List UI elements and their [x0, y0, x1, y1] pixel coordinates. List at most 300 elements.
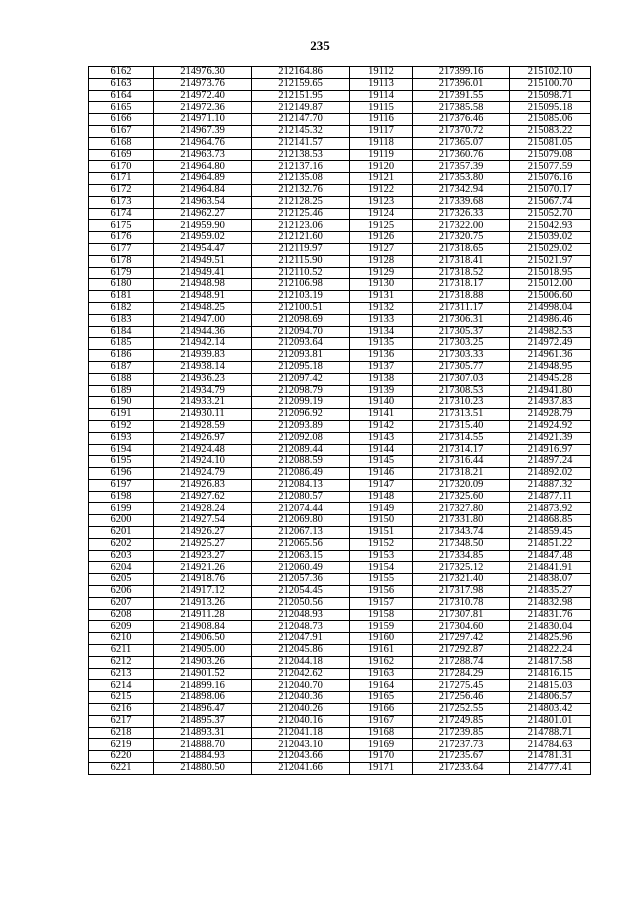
y-coordinate-right-cell: 214877.11: [510, 491, 591, 503]
table-row: [89, 668, 591, 680]
x-coordinate-left-cell: 214964.76: [154, 137, 252, 149]
x-coordinate-left-cell: 214917.12: [154, 586, 252, 598]
y-coordinate-left-cell: 212147.70: [252, 114, 350, 126]
x-coordinate-right-cell: 217303.33: [413, 350, 510, 362]
y-coordinate-left-cell: 212041.66: [252, 763, 350, 775]
x-coordinate-left-cell: 214964.80: [154, 161, 252, 173]
y-coordinate-right-cell: 214921.39: [510, 432, 591, 444]
point-number-right-cell: 19157: [350, 597, 413, 609]
y-coordinate-left-cell: 212040.16: [252, 715, 350, 727]
y-coordinate-right-cell: 214777.41: [510, 763, 591, 775]
x-coordinate-left-cell: 214971.10: [154, 114, 252, 126]
point-number-right-cell: 19163: [350, 668, 413, 680]
y-coordinate-left-cell: 212141.57: [252, 137, 350, 149]
y-coordinate-right-cell: 215006.60: [510, 291, 591, 303]
point-number-left-cell: 6179: [89, 267, 154, 279]
point-number-right-cell: 19164: [350, 680, 413, 692]
x-coordinate-left-cell: 214905.00: [154, 645, 252, 657]
point-number-left-cell: 6220: [89, 751, 154, 763]
y-coordinate-right-cell: 214887.32: [510, 479, 591, 491]
y-coordinate-right-cell: 214986.46: [510, 314, 591, 326]
point-number-right-cell: 19122: [350, 184, 413, 196]
point-number-right-cell: 19150: [350, 515, 413, 527]
x-coordinate-right-cell: 217320.09: [413, 479, 510, 491]
y-coordinate-left-cell: 212159.65: [252, 78, 350, 90]
y-coordinate-right-cell: 214803.42: [510, 704, 591, 716]
table-row: [89, 232, 591, 244]
y-coordinate-left-cell: 212149.87: [252, 102, 350, 114]
table-row: [89, 633, 591, 645]
table-row: [89, 645, 591, 657]
point-number-right-cell: 19136: [350, 350, 413, 362]
point-number-left-cell: 6210: [89, 633, 154, 645]
y-coordinate-right-cell: 214972.49: [510, 338, 591, 350]
y-coordinate-right-cell: 215039.02: [510, 232, 591, 244]
table-row: [89, 715, 591, 727]
point-number-left-cell: 6162: [89, 67, 154, 79]
x-coordinate-right-cell: 217317.98: [413, 586, 510, 598]
table-row: [89, 279, 591, 291]
x-coordinate-left-cell: 214926.83: [154, 479, 252, 491]
point-number-right-cell: 19159: [350, 621, 413, 633]
point-number-right-cell: 19112: [350, 67, 413, 79]
y-coordinate-left-cell: 212145.32: [252, 125, 350, 137]
table-row: [89, 456, 591, 468]
x-coordinate-left-cell: 214921.26: [154, 562, 252, 574]
point-number-left-cell: 6219: [89, 739, 154, 751]
y-coordinate-left-cell: 212086.49: [252, 468, 350, 480]
table-row: [89, 656, 591, 668]
table-row: [89, 326, 591, 338]
x-coordinate-left-cell: 214911.28: [154, 609, 252, 621]
point-number-right-cell: 19138: [350, 373, 413, 385]
x-coordinate-right-cell: 217233.64: [413, 763, 510, 775]
point-number-left-cell: 6175: [89, 220, 154, 232]
point-number-left-cell: 6187: [89, 361, 154, 373]
y-coordinate-left-cell: 212041.18: [252, 727, 350, 739]
point-number-left-cell: 6182: [89, 302, 154, 314]
y-coordinate-left-cell: 212047.91: [252, 633, 350, 645]
x-coordinate-left-cell: 214924.10: [154, 456, 252, 468]
point-number-right-cell: 19171: [350, 763, 413, 775]
y-coordinate-left-cell: 212096.92: [252, 409, 350, 421]
table-row: [89, 420, 591, 432]
y-coordinate-right-cell: 214815.03: [510, 680, 591, 692]
x-coordinate-right-cell: 217318.65: [413, 243, 510, 255]
y-coordinate-right-cell: 214832.98: [510, 597, 591, 609]
x-coordinate-left-cell: 214880.50: [154, 763, 252, 775]
x-coordinate-right-cell: 217325.60: [413, 491, 510, 503]
x-coordinate-left-cell: 214967.39: [154, 125, 252, 137]
y-coordinate-left-cell: 212164.86: [252, 67, 350, 79]
point-number-left-cell: 6221: [89, 763, 154, 775]
table-row: [89, 409, 591, 421]
point-number-right-cell: 19152: [350, 538, 413, 550]
x-coordinate-right-cell: 217297.42: [413, 633, 510, 645]
y-coordinate-right-cell: 214948.95: [510, 361, 591, 373]
point-number-left-cell: 6173: [89, 196, 154, 208]
table-row: [89, 479, 591, 491]
point-number-left-cell: 6176: [89, 232, 154, 244]
y-coordinate-right-cell: 214928.79: [510, 409, 591, 421]
y-coordinate-left-cell: 212103.19: [252, 291, 350, 303]
point-number-right-cell: 19134: [350, 326, 413, 338]
y-coordinate-left-cell: 212110.52: [252, 267, 350, 279]
point-number-left-cell: 6217: [89, 715, 154, 727]
y-coordinate-left-cell: 212099.19: [252, 397, 350, 409]
x-coordinate-right-cell: 217365.07: [413, 137, 510, 149]
point-number-right-cell: 19116: [350, 114, 413, 126]
y-coordinate-right-cell: 215029.02: [510, 243, 591, 255]
y-coordinate-right-cell: 214838.07: [510, 574, 591, 586]
y-coordinate-left-cell: 212132.76: [252, 184, 350, 196]
x-coordinate-left-cell: 214963.73: [154, 149, 252, 161]
x-coordinate-left-cell: 214923.27: [154, 550, 252, 562]
table-row: [89, 503, 591, 515]
y-coordinate-left-cell: 212098.69: [252, 314, 350, 326]
point-number-right-cell: 19131: [350, 291, 413, 303]
point-number-right-cell: 19119: [350, 149, 413, 161]
y-coordinate-right-cell: 215081.05: [510, 137, 591, 149]
table-row: [89, 137, 591, 149]
point-number-right-cell: 19115: [350, 102, 413, 114]
table-row: [89, 196, 591, 208]
point-number-left-cell: 6216: [89, 704, 154, 716]
x-coordinate-left-cell: 214906.50: [154, 633, 252, 645]
point-number-left-cell: 6165: [89, 102, 154, 114]
x-coordinate-right-cell: 217318.21: [413, 468, 510, 480]
y-coordinate-left-cell: 212084.13: [252, 479, 350, 491]
x-coordinate-left-cell: 214899.16: [154, 680, 252, 692]
y-coordinate-left-cell: 212093.81: [252, 350, 350, 362]
x-coordinate-right-cell: 217288.74: [413, 656, 510, 668]
point-number-right-cell: 19145: [350, 456, 413, 468]
point-number-left-cell: 6167: [89, 125, 154, 137]
x-coordinate-left-cell: 214973.76: [154, 78, 252, 90]
y-coordinate-left-cell: 212115.90: [252, 255, 350, 267]
table-row: [89, 586, 591, 598]
y-coordinate-right-cell: 214822.24: [510, 645, 591, 657]
point-number-left-cell: 6203: [89, 550, 154, 562]
x-coordinate-right-cell: 217306.31: [413, 314, 510, 326]
x-coordinate-right-cell: 217385.58: [413, 102, 510, 114]
y-coordinate-right-cell: 215085.06: [510, 114, 591, 126]
y-coordinate-left-cell: 212074.44: [252, 503, 350, 515]
point-number-left-cell: 6172: [89, 184, 154, 196]
point-number-right-cell: 19155: [350, 574, 413, 586]
x-coordinate-right-cell: 217303.25: [413, 338, 510, 350]
point-number-right-cell: 19120: [350, 161, 413, 173]
y-coordinate-right-cell: 214982.53: [510, 326, 591, 338]
table-row: [89, 680, 591, 692]
x-coordinate-right-cell: 217292.87: [413, 645, 510, 657]
y-coordinate-left-cell: 212097.42: [252, 373, 350, 385]
point-number-right-cell: 19130: [350, 279, 413, 291]
x-coordinate-left-cell: 214901.52: [154, 668, 252, 680]
table-row: [89, 597, 591, 609]
y-coordinate-left-cell: 212094.70: [252, 326, 350, 338]
y-coordinate-right-cell: 215095.18: [510, 102, 591, 114]
table-row: [89, 373, 591, 385]
point-number-right-cell: 19165: [350, 692, 413, 704]
x-coordinate-left-cell: 214948.25: [154, 302, 252, 314]
table-row: [89, 609, 591, 621]
x-coordinate-left-cell: 214954.47: [154, 243, 252, 255]
point-number-right-cell: 19160: [350, 633, 413, 645]
y-coordinate-right-cell: 214781.31: [510, 751, 591, 763]
y-coordinate-right-cell: 214916.97: [510, 444, 591, 456]
point-number-right-cell: 19166: [350, 704, 413, 716]
y-coordinate-left-cell: 212054.45: [252, 586, 350, 598]
x-coordinate-right-cell: 217396.01: [413, 78, 510, 90]
x-coordinate-left-cell: 214938.14: [154, 361, 252, 373]
y-coordinate-left-cell: 212040.70: [252, 680, 350, 692]
point-number-left-cell: 6183: [89, 314, 154, 326]
point-number-right-cell: 19162: [350, 656, 413, 668]
point-number-left-cell: 6202: [89, 538, 154, 550]
point-number-right-cell: 19170: [350, 751, 413, 763]
y-coordinate-left-cell: 212050.56: [252, 597, 350, 609]
point-number-left-cell: 6205: [89, 574, 154, 586]
table-row: [89, 574, 591, 586]
table-row: [89, 125, 591, 137]
point-number-left-cell: 6207: [89, 597, 154, 609]
point-number-right-cell: 19117: [350, 125, 413, 137]
y-coordinate-right-cell: 215042.93: [510, 220, 591, 232]
table-row: [89, 243, 591, 255]
x-coordinate-left-cell: 214962.27: [154, 208, 252, 220]
table-row: [89, 161, 591, 173]
x-coordinate-left-cell: 214896.47: [154, 704, 252, 716]
x-coordinate-left-cell: 214927.54: [154, 515, 252, 527]
x-coordinate-right-cell: 217318.52: [413, 267, 510, 279]
y-coordinate-left-cell: 212128.25: [252, 196, 350, 208]
table-row: [89, 538, 591, 550]
y-coordinate-left-cell: 212048.93: [252, 609, 350, 621]
y-coordinate-right-cell: 214835.27: [510, 586, 591, 598]
x-coordinate-left-cell: 214964.89: [154, 173, 252, 185]
y-coordinate-right-cell: 214892.02: [510, 468, 591, 480]
x-coordinate-right-cell: 217357.39: [413, 161, 510, 173]
x-coordinate-right-cell: 217318.88: [413, 291, 510, 303]
y-coordinate-left-cell: 212092.08: [252, 432, 350, 444]
x-coordinate-right-cell: 217376.46: [413, 114, 510, 126]
point-number-left-cell: 6196: [89, 468, 154, 480]
x-coordinate-left-cell: 214934.79: [154, 385, 252, 397]
x-coordinate-right-cell: 217313.51: [413, 409, 510, 421]
point-number-right-cell: 19132: [350, 302, 413, 314]
point-number-right-cell: 19143: [350, 432, 413, 444]
table-row: [89, 727, 591, 739]
y-coordinate-left-cell: 212106.98: [252, 279, 350, 291]
table-row: [89, 444, 591, 456]
x-coordinate-left-cell: 214913.26: [154, 597, 252, 609]
point-number-left-cell: 6184: [89, 326, 154, 338]
point-number-right-cell: 19126: [350, 232, 413, 244]
point-number-right-cell: 19168: [350, 727, 413, 739]
y-coordinate-right-cell: 215100.70: [510, 78, 591, 90]
table-row: [89, 350, 591, 362]
y-coordinate-right-cell: 214841.91: [510, 562, 591, 574]
y-coordinate-left-cell: 212044.18: [252, 656, 350, 668]
x-coordinate-left-cell: 214976.30: [154, 67, 252, 79]
y-coordinate-left-cell: 212067.13: [252, 527, 350, 539]
x-coordinate-left-cell: 214926.97: [154, 432, 252, 444]
point-number-left-cell: 6169: [89, 149, 154, 161]
y-coordinate-right-cell: 214945.28: [510, 373, 591, 385]
y-coordinate-left-cell: 212048.73: [252, 621, 350, 633]
x-coordinate-right-cell: 217339.68: [413, 196, 510, 208]
table-row: [89, 432, 591, 444]
x-coordinate-left-cell: 214972.36: [154, 102, 252, 114]
point-number-left-cell: 6209: [89, 621, 154, 633]
x-coordinate-right-cell: 217391.55: [413, 90, 510, 102]
x-coordinate-right-cell: 217343.74: [413, 527, 510, 539]
point-number-left-cell: 6213: [89, 668, 154, 680]
point-number-right-cell: 19114: [350, 90, 413, 102]
point-number-right-cell: 19124: [350, 208, 413, 220]
x-coordinate-left-cell: 214963.54: [154, 196, 252, 208]
y-coordinate-left-cell: 212138.53: [252, 149, 350, 161]
x-coordinate-left-cell: 214927.62: [154, 491, 252, 503]
x-coordinate-left-cell: 214898.06: [154, 692, 252, 704]
x-coordinate-left-cell: 214925.27: [154, 538, 252, 550]
y-coordinate-left-cell: 212093.89: [252, 420, 350, 432]
y-coordinate-right-cell: 214873.92: [510, 503, 591, 515]
point-number-left-cell: 6190: [89, 397, 154, 409]
point-number-left-cell: 6192: [89, 420, 154, 432]
point-number-left-cell: 6168: [89, 137, 154, 149]
y-coordinate-left-cell: 212060.49: [252, 562, 350, 574]
y-coordinate-left-cell: 212080.57: [252, 491, 350, 503]
point-number-right-cell: 19123: [350, 196, 413, 208]
y-coordinate-left-cell: 212095.18: [252, 361, 350, 373]
table-row: [89, 692, 591, 704]
y-coordinate-right-cell: 214817.58: [510, 656, 591, 668]
x-coordinate-left-cell: 214903.26: [154, 656, 252, 668]
table-row: [89, 114, 591, 126]
y-coordinate-right-cell: 214851.22: [510, 538, 591, 550]
y-coordinate-right-cell: 214961.36: [510, 350, 591, 362]
point-number-right-cell: 19154: [350, 562, 413, 574]
point-number-right-cell: 19121: [350, 173, 413, 185]
x-coordinate-left-cell: 214924.79: [154, 468, 252, 480]
point-number-left-cell: 6214: [89, 680, 154, 692]
x-coordinate-right-cell: 217310.78: [413, 597, 510, 609]
y-coordinate-left-cell: 212121.60: [252, 232, 350, 244]
y-coordinate-left-cell: 212089.44: [252, 444, 350, 456]
y-coordinate-left-cell: 212135.08: [252, 173, 350, 185]
y-coordinate-left-cell: 212057.36: [252, 574, 350, 586]
table-row: [89, 291, 591, 303]
y-coordinate-left-cell: 212043.10: [252, 739, 350, 751]
x-coordinate-right-cell: 217239.85: [413, 727, 510, 739]
x-coordinate-right-cell: 217305.37: [413, 326, 510, 338]
point-number-left-cell: 6200: [89, 515, 154, 527]
x-coordinate-right-cell: 217315.40: [413, 420, 510, 432]
table-row: [89, 302, 591, 314]
point-number-right-cell: 19129: [350, 267, 413, 279]
x-coordinate-left-cell: 214924.48: [154, 444, 252, 456]
y-coordinate-left-cell: 212119.97: [252, 243, 350, 255]
x-coordinate-left-cell: 214893.31: [154, 727, 252, 739]
point-number-right-cell: 19137: [350, 361, 413, 373]
table-row: [89, 562, 591, 574]
point-number-left-cell: 6201: [89, 527, 154, 539]
y-coordinate-right-cell: 214816.15: [510, 668, 591, 680]
y-coordinate-left-cell: 212123.06: [252, 220, 350, 232]
point-number-right-cell: 19161: [350, 645, 413, 657]
x-coordinate-left-cell: 214930.11: [154, 409, 252, 421]
y-coordinate-right-cell: 214897.24: [510, 456, 591, 468]
point-number-right-cell: 19158: [350, 609, 413, 621]
point-number-left-cell: 6180: [89, 279, 154, 291]
x-coordinate-left-cell: 214933.21: [154, 397, 252, 409]
x-coordinate-right-cell: 217318.17: [413, 279, 510, 291]
y-coordinate-left-cell: 212040.26: [252, 704, 350, 716]
x-coordinate-right-cell: 217325.12: [413, 562, 510, 574]
x-coordinate-right-cell: 217237.73: [413, 739, 510, 751]
point-number-left-cell: 6164: [89, 90, 154, 102]
x-coordinate-right-cell: 217326.33: [413, 208, 510, 220]
table-row: [89, 751, 591, 763]
point-number-left-cell: 6174: [89, 208, 154, 220]
point-number-right-cell: 19153: [350, 550, 413, 562]
y-coordinate-right-cell: 215076.16: [510, 173, 591, 185]
x-coordinate-right-cell: 217370.72: [413, 125, 510, 137]
x-coordinate-left-cell: 214959.90: [154, 220, 252, 232]
point-number-left-cell: 6193: [89, 432, 154, 444]
coordinates-table-body: [89, 67, 591, 775]
y-coordinate-right-cell: 214868.85: [510, 515, 591, 527]
table-row: [89, 515, 591, 527]
x-coordinate-left-cell: 214918.76: [154, 574, 252, 586]
y-coordinate-left-cell: 212100.51: [252, 302, 350, 314]
point-number-right-cell: 19113: [350, 78, 413, 90]
x-coordinate-right-cell: 217275.45: [413, 680, 510, 692]
x-coordinate-right-cell: 217327.80: [413, 503, 510, 515]
x-coordinate-right-cell: 217311.17: [413, 302, 510, 314]
x-coordinate-right-cell: 217307.03: [413, 373, 510, 385]
y-coordinate-right-cell: 214998.04: [510, 302, 591, 314]
point-number-left-cell: 6194: [89, 444, 154, 456]
point-number-right-cell: 19149: [350, 503, 413, 515]
y-coordinate-right-cell: 214941.80: [510, 385, 591, 397]
x-coordinate-left-cell: 214939.83: [154, 350, 252, 362]
y-coordinate-left-cell: 212042.62: [252, 668, 350, 680]
point-number-right-cell: 19142: [350, 420, 413, 432]
point-number-right-cell: 19141: [350, 409, 413, 421]
x-coordinate-left-cell: 214948.91: [154, 291, 252, 303]
table-row: [89, 102, 591, 114]
table-row: [89, 527, 591, 539]
point-number-right-cell: 19147: [350, 479, 413, 491]
table-row: [89, 385, 591, 397]
point-number-left-cell: 6206: [89, 586, 154, 598]
point-number-left-cell: 6163: [89, 78, 154, 90]
point-number-left-cell: 6177: [89, 243, 154, 255]
y-coordinate-left-cell: 212043.66: [252, 751, 350, 763]
point-number-right-cell: 19151: [350, 527, 413, 539]
coordinates-table: [88, 66, 591, 775]
x-coordinate-right-cell: 217304.60: [413, 621, 510, 633]
x-coordinate-left-cell: 214972.40: [154, 90, 252, 102]
table-row: [89, 704, 591, 716]
point-number-left-cell: 6215: [89, 692, 154, 704]
x-coordinate-right-cell: 217249.85: [413, 715, 510, 727]
x-coordinate-left-cell: 214944.36: [154, 326, 252, 338]
point-number-right-cell: 19135: [350, 338, 413, 350]
